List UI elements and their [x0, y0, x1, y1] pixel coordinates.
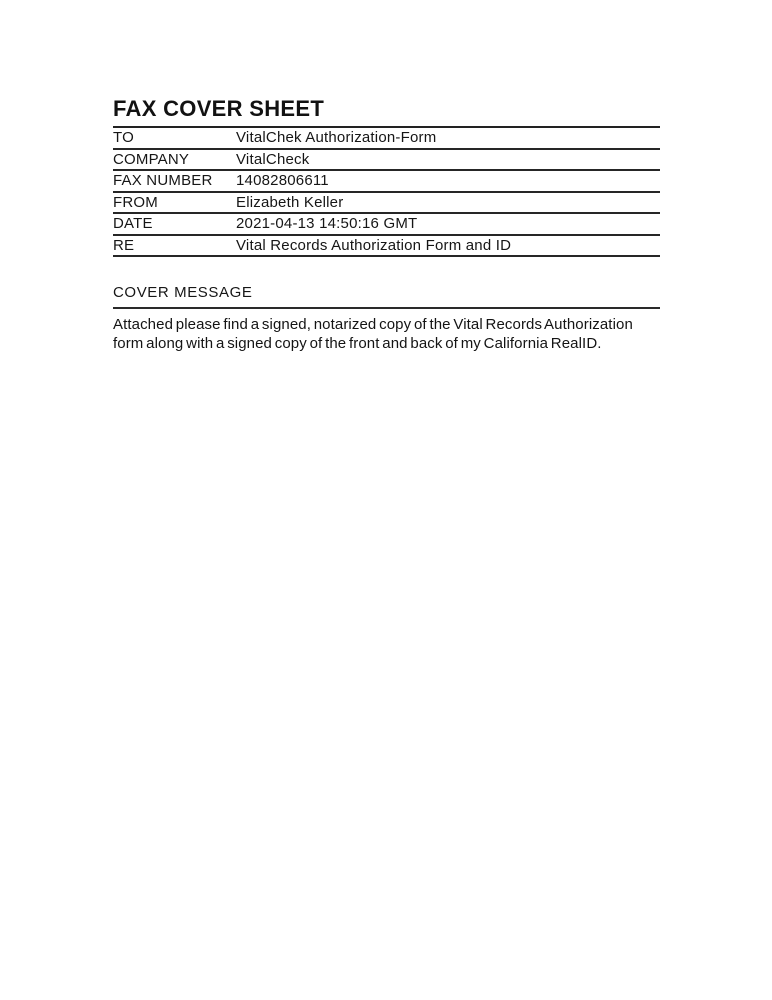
field-row-company	[113, 150, 660, 172]
field-label-to: TO	[113, 129, 134, 147]
field-value-to: VitalChek Authorization-Form	[236, 129, 437, 147]
field-value-company: VitalCheck	[236, 150, 310, 168]
field-row-to	[113, 128, 660, 150]
field-value-date: 2021-04-13 14:50:16 GMT	[236, 215, 418, 233]
field-row-from	[113, 193, 660, 215]
field-value-re: Vital Records Authorization Form and ID	[236, 236, 512, 254]
field-row-fax-number	[113, 171, 660, 193]
field-label-company: COMPANY	[113, 150, 190, 168]
field-label-re: RE	[113, 236, 135, 254]
field-value-from: Elizabeth Keller	[236, 193, 344, 211]
cover-message-heading: COVER MESSAGE	[113, 284, 253, 301]
cover-message-body	[113, 316, 633, 353]
field-value-fax-number: 14082806611	[236, 172, 329, 190]
field-label-fax-number: FAX NUMBER	[113, 172, 213, 190]
field-row-date	[113, 214, 660, 236]
cover-message-line-2: form along with a signed copy of the front and back of my California RealID.	[113, 334, 602, 352]
field-row-re	[113, 236, 660, 258]
field-label-from: FROM	[113, 193, 158, 211]
page-title: FAX COVER SHEET	[113, 96, 325, 121]
field-label-date: DATE	[113, 215, 153, 233]
cover-message-divider	[113, 307, 660, 309]
cover-message-line-1: Attached please find a signed, notarized copy of the Vital Records Authorization	[113, 316, 633, 333]
fax-header-table	[113, 128, 660, 257]
